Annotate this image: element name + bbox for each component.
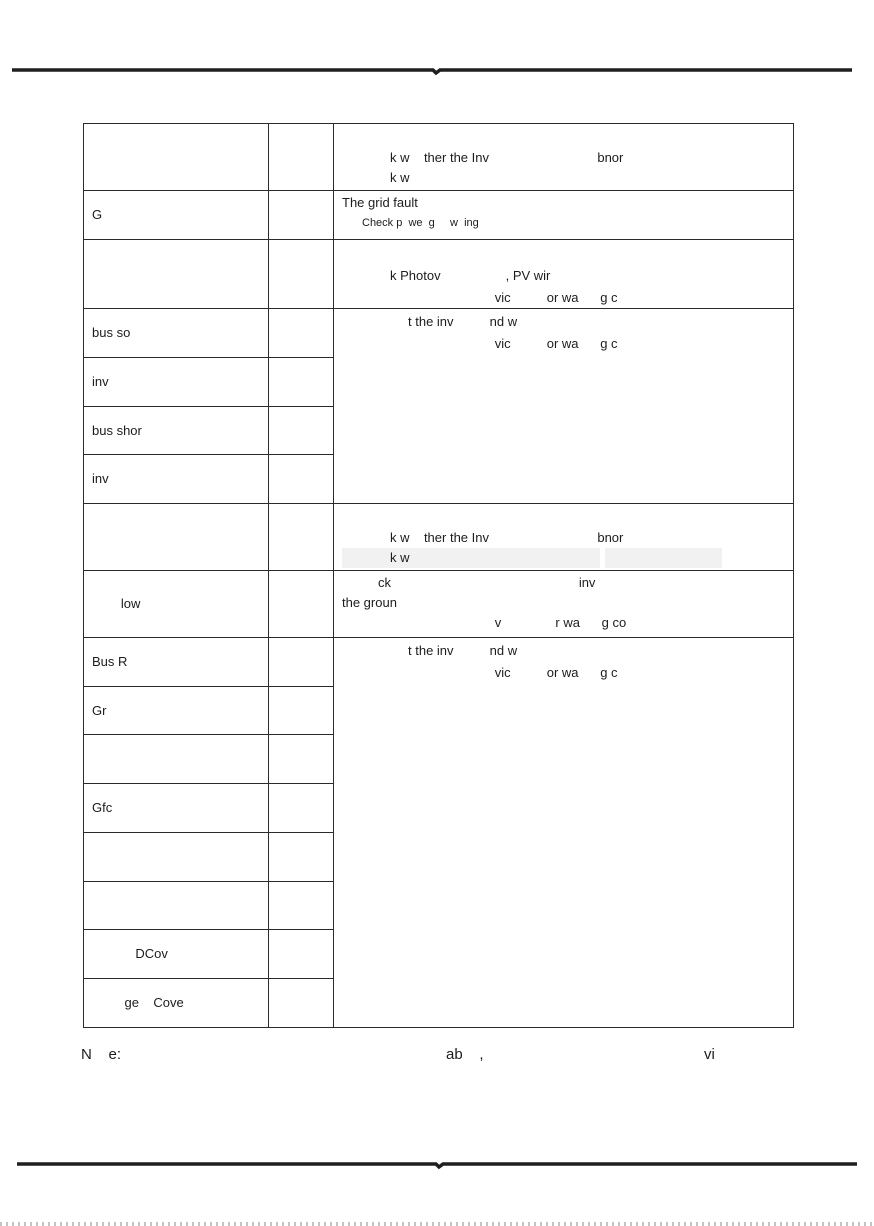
fault-code xyxy=(269,358,334,407)
solution-line: the groun xyxy=(342,595,397,610)
fault-name: bus shor xyxy=(84,407,269,455)
fault-name xyxy=(84,504,269,571)
note-line xyxy=(81,1044,801,1066)
fault-name: DCov xyxy=(84,930,269,979)
fault-code xyxy=(269,191,334,240)
solution-line: k w ther the Inv bnor xyxy=(390,150,624,165)
solution-line: t the inv nd w xyxy=(408,314,518,329)
fault-name: inv xyxy=(84,455,269,504)
fault-table xyxy=(83,123,794,1028)
table-row xyxy=(84,309,794,358)
solution-line: Check p we g w ing xyxy=(362,217,479,229)
fault-name: ge Cove xyxy=(84,979,269,1028)
fault-code xyxy=(269,455,334,504)
fault-solution xyxy=(334,571,794,638)
solution-line: The grid fault xyxy=(342,195,418,210)
fault-solution xyxy=(334,504,794,571)
fault-code xyxy=(269,735,334,784)
fault-code xyxy=(269,504,334,571)
fault-code xyxy=(269,638,334,687)
fault-name xyxy=(84,833,269,882)
fault-name: bus so xyxy=(84,309,269,358)
fault-code xyxy=(269,124,334,191)
table-row xyxy=(84,240,794,309)
fault-code xyxy=(269,240,334,309)
note-label: N e: xyxy=(81,1046,122,1063)
fault-name xyxy=(84,124,269,191)
solution-line: k w ther the Inv bnor xyxy=(390,530,624,545)
footer-rule-line xyxy=(17,1162,857,1170)
solution-line xyxy=(342,130,793,150)
note-text-end: vi xyxy=(704,1046,715,1063)
fault-name: Bus R xyxy=(84,638,269,687)
fault-name: G xyxy=(84,191,269,240)
fault-code xyxy=(269,309,334,358)
header-rule-line xyxy=(12,68,852,76)
fault-code xyxy=(269,882,334,930)
fault-code xyxy=(269,784,334,833)
table-row xyxy=(84,571,794,638)
fault-solution xyxy=(334,124,794,191)
solution-line: vic or wa g c xyxy=(390,665,618,680)
note-text-mid: ab , xyxy=(446,1046,484,1063)
solution-line: ck inv xyxy=(378,575,596,590)
solution-line: k w xyxy=(390,170,410,185)
fault-name xyxy=(84,735,269,784)
fault-solution xyxy=(334,309,794,504)
fault-code xyxy=(269,979,334,1028)
fault-name: Gfc xyxy=(84,784,269,833)
fault-code xyxy=(269,930,334,979)
table-row xyxy=(84,504,794,571)
fault-code xyxy=(269,833,334,882)
fault-solution xyxy=(334,240,794,309)
solution-line: k w xyxy=(342,548,793,568)
solution-line xyxy=(342,510,793,530)
page-edge-dots xyxy=(0,1222,874,1226)
solution-line: vic or wa g c xyxy=(390,336,618,351)
table-row xyxy=(84,638,794,687)
fault-name: inv xyxy=(84,358,269,407)
fault-name: low xyxy=(84,571,269,638)
solution-line: t the inv nd w xyxy=(408,643,518,658)
fault-name xyxy=(84,240,269,309)
solution-line xyxy=(342,244,793,264)
fault-solution xyxy=(334,638,794,1028)
fault-name: Gr xyxy=(84,687,269,735)
table-row xyxy=(84,191,794,240)
solution-line: v r wa g co xyxy=(390,615,627,630)
fault-code xyxy=(269,687,334,735)
table-row xyxy=(84,124,794,191)
solution-line: vic or wa g c xyxy=(390,290,618,305)
solution-line: k Photov , PV wir xyxy=(390,268,551,283)
fault-solution xyxy=(334,191,794,240)
fault-code xyxy=(269,407,334,455)
fault-name xyxy=(84,882,269,930)
fault-code xyxy=(269,571,334,638)
